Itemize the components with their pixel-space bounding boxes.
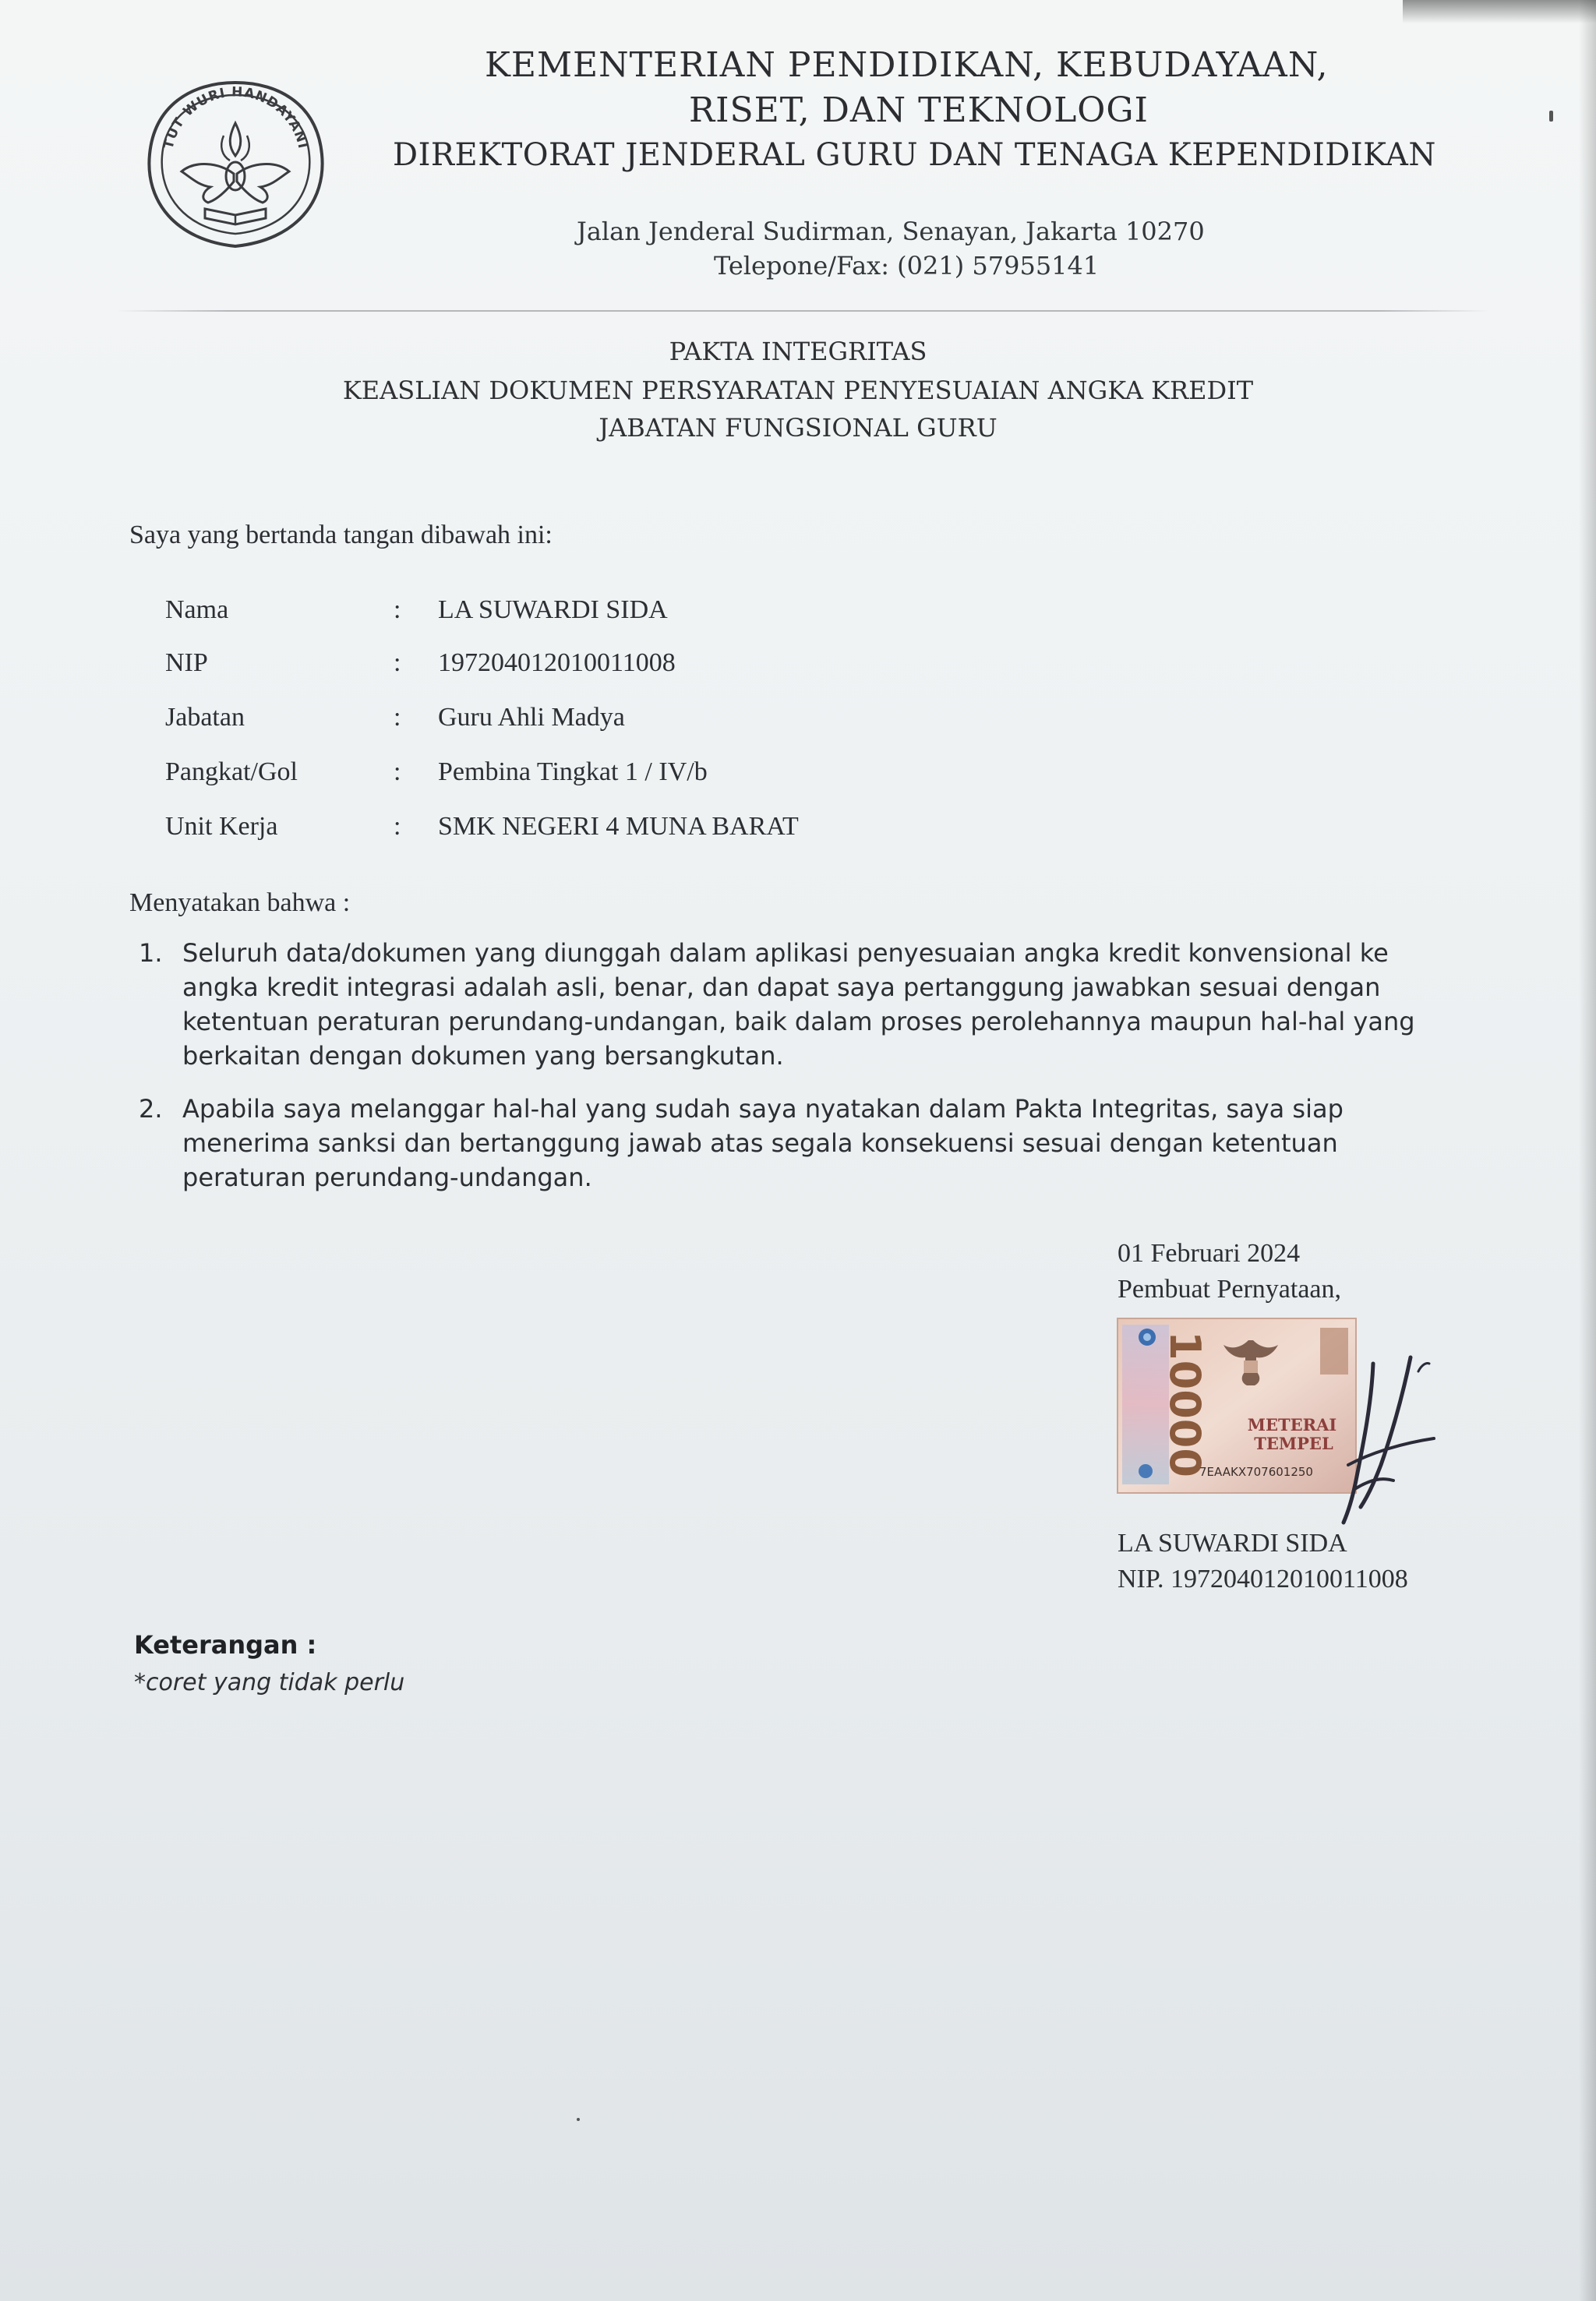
field-value-jabatan: Guru Ahli Madya <box>438 703 625 732</box>
field-label-nama: Nama <box>165 595 229 624</box>
statement-2-line-1: Apabila saya melanggar hal-hal yang sudah saya nyatakan dalam Pakta Integritas, saya siap <box>182 1094 1344 1124</box>
statement-1-line-1: Seluruh data/dokumen yang diunggah dalam aplikasi penyesuaian angka kredit konvensional ke <box>182 938 1389 968</box>
statement-number-1: 1. <box>139 938 163 968</box>
field-value-pangkat: Pembina Tingkat 1 / IV/b <box>438 757 708 786</box>
statement-1-line-2: angka kredit integrasi adalah asli, benar, dan dapat saya pertanggung jawabkan sesuai dengan <box>182 972 1381 1002</box>
field-colon: : <box>394 595 401 624</box>
stamp-serial: 7EAAKX707601250 <box>1199 1465 1313 1479</box>
field-value-unit-kerja: SMK NEGERI 4 MUNA BARAT <box>438 812 799 841</box>
office-phone: Telepone/Fax: (021) 57955141 <box>714 251 1100 281</box>
document-subtitle: KEASLIAN DOKUMEN PERSYARATAN PENYESUAIAN ANGKA KREDIT <box>342 376 1254 405</box>
stamp-label-meterai: METERAI <box>1247 1415 1337 1435</box>
field-label-pangkat: Pangkat/Gol <box>165 757 298 786</box>
signing-date: 01 Februari 2024 <box>1118 1239 1301 1268</box>
signer-role: Pembuat Pernyataan, <box>1118 1275 1342 1304</box>
statement-2-line-3: peraturan perundang-undangan. <box>182 1163 592 1192</box>
meterai-stamp <box>1116 1317 1358 1495</box>
statement-1-line-4: berkaitan dengan dokumen yang bersangkutan. <box>182 1041 784 1071</box>
field-label-nip: NIP <box>165 648 208 677</box>
tut-wuri-handayani-logo <box>136 69 335 256</box>
office-address: Jalan Jenderal Sudirman, Senayan, Jakarta 10270 <box>577 217 1205 246</box>
statement-intro: Menyatakan bahwa : <box>129 888 351 917</box>
document-subtitle-2: JABATAN FUNGSIONAL GURU <box>598 413 998 443</box>
field-label-unit-kerja: Unit Kerja <box>165 812 278 841</box>
note-text: *coret yang tidak perlu <box>134 1669 405 1696</box>
stamp-value: 10000 <box>1160 1331 1209 1477</box>
field-colon: : <box>394 703 401 732</box>
signer-nip: NIP. 197204012010011008 <box>1118 1565 1408 1593</box>
signer-name: LA SUWARDI SIDA <box>1118 1529 1347 1558</box>
statement-number-2: 2. <box>139 1094 163 1124</box>
header-divider <box>117 310 1488 312</box>
statement-2-line-2: menerima sanksi dan bertanggung jawab atas segala konsekuensi sesuai dengan ketentuan <box>182 1128 1338 1158</box>
handwritten-signature <box>1325 1348 1449 1527</box>
logo-motto-text: TUT WURI HANDAYANI <box>161 84 311 151</box>
ministry-name-line2: RISET, DAN TEKNOLOGI <box>689 90 1149 130</box>
intro-text: Saya yang bertanda tangan dibawah ini: <box>129 521 553 549</box>
ministry-name-line1: KEMENTERIAN PENDIDIKAN, KEBUDAYAAN, <box>485 45 1329 85</box>
field-value-nama: LA SUWARDI SIDA <box>438 595 668 624</box>
field-colon: : <box>394 648 401 677</box>
field-value-nip: 197204012010011008 <box>438 648 676 677</box>
stamp-label-tempel: TEMPEL <box>1254 1434 1333 1453</box>
field-colon: : <box>394 812 401 841</box>
paper-corner-shadow <box>1403 0 1596 23</box>
note-heading: Keterangan : <box>134 1630 317 1660</box>
svg-text:TUT WURI HANDAYANI <box>161 84 310 150</box>
paper-speck <box>577 2118 580 2121</box>
directorate-name: DIREKTORAT JENDERAL GURU DAN TENAGA KEPENDIDIKAN <box>393 137 1436 173</box>
document-title: PAKTA INTEGRITAS <box>669 337 927 366</box>
field-colon: : <box>394 757 401 786</box>
paper-mark <box>1549 111 1553 122</box>
field-label-jabatan: Jabatan <box>165 703 245 732</box>
statement-1-line-3: ketentuan peraturan perundang-undangan, baik dalam proses perolehannya maupun hal-hal yang <box>182 1007 1415 1036</box>
